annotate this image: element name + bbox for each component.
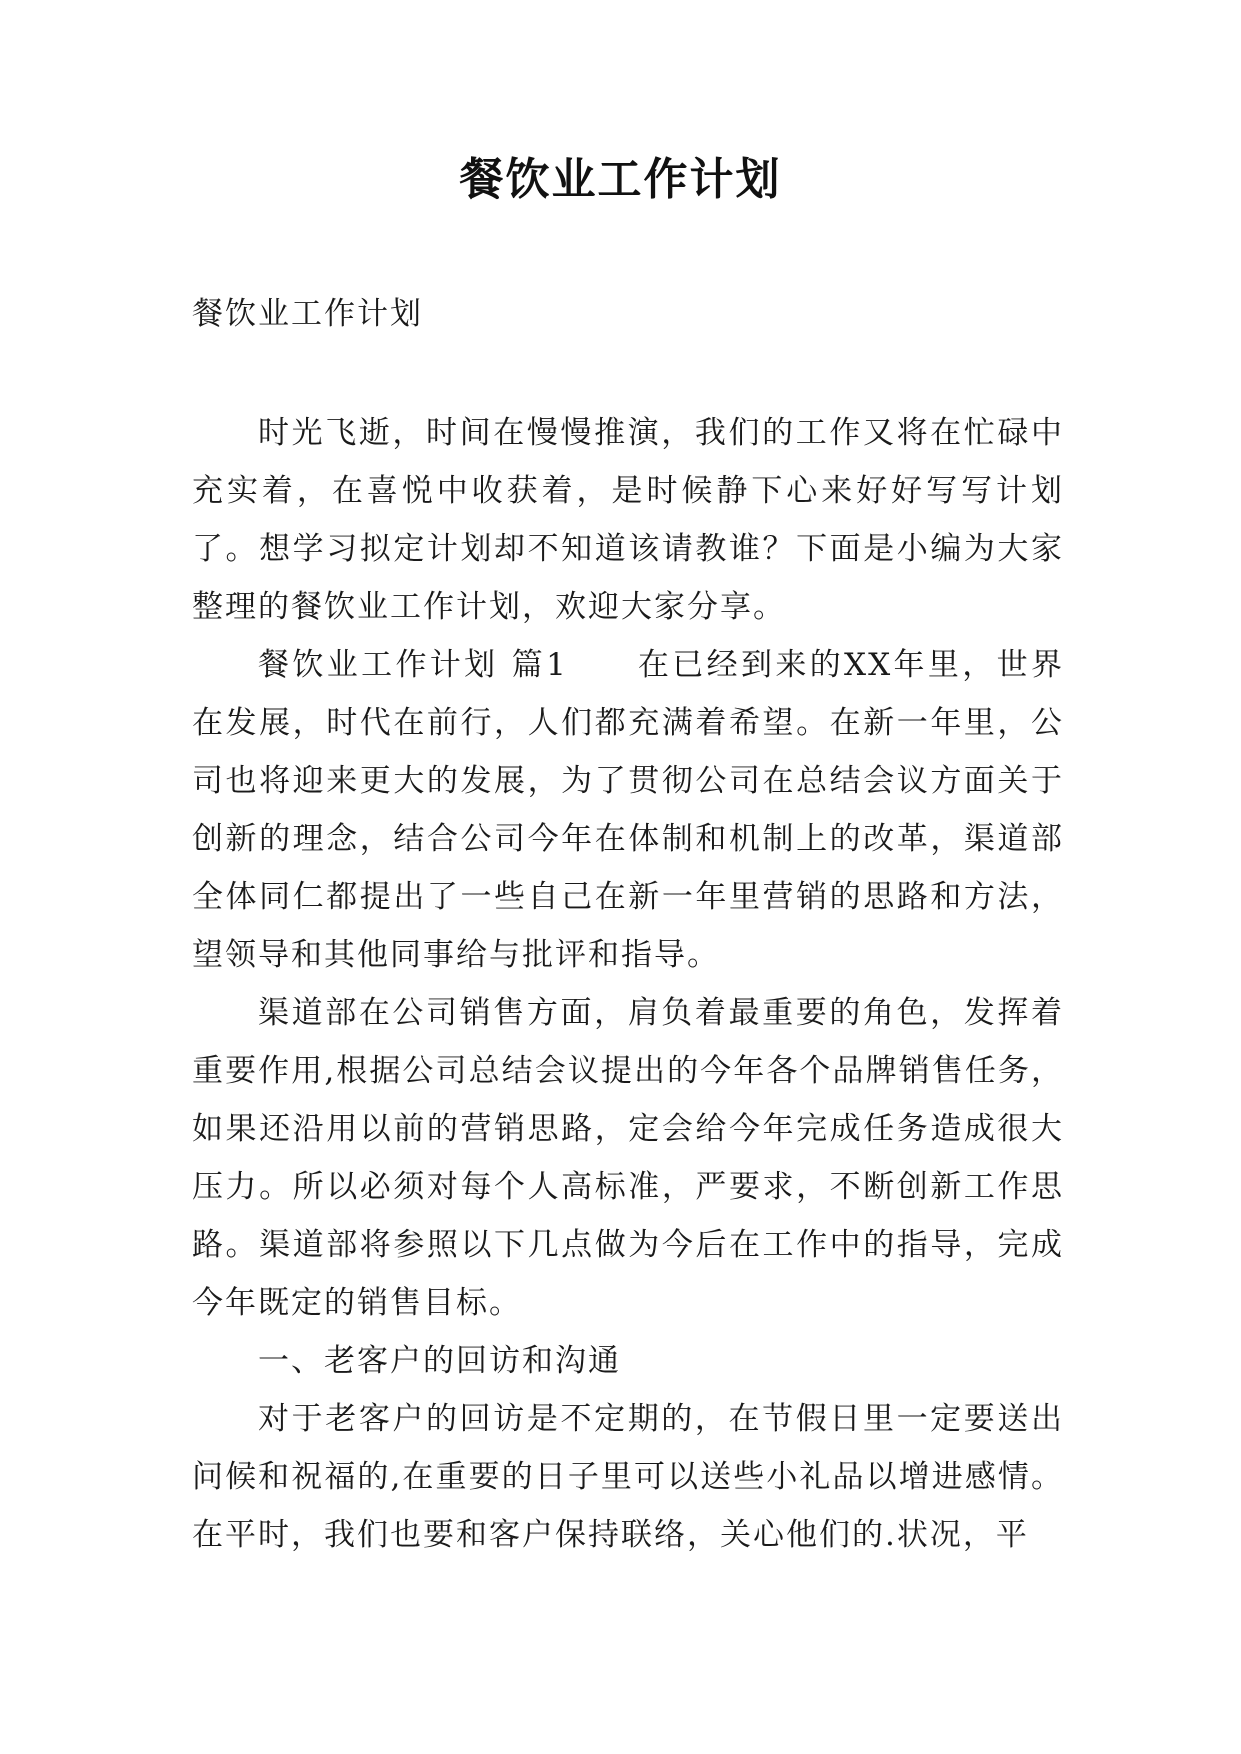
section-one-paragraph: 餐饮业工作计划 篇1 在已经到来的XX年里，世界在发展，时代在前行，人们都充满着希望。在新一年里，公司也将迎来更大的发展，为了贯彻公司在总结会议方面关于创新的理念，结合公司今年在体制和机制上的改革，渠道部全体同仁都提出了一些自己在新一年里营销的思路和方法，望领导和其他同事给与批评和指导。 bbox=[192, 647, 1064, 973]
channel-dept-paragraph: 渠道部在公司销售方面，肩负着最重要的角色，发挥着重要作用,根据公司总结会议提出的今年各个品牌销售任务，如果还沿用以前的营销思路，定会给今年完成任务造成很大压力。所以必须对每个人高标准，严要求，不断创新工作思路。渠道部将参照以下几点做为今后在工作中的指导，完成今年既定的销售目标。 bbox=[192, 995, 1064, 1321]
section-heading: 一、老客户的回访和沟通 bbox=[258, 1343, 621, 1379]
document-body bbox=[192, 404, 1064, 1564]
intro-paragraph: 时光飞逝，时间在慢慢推演，我们的工作又将在忙碌中充实着，在喜悦中收获着，是时候静下心来好好写写计划了。想学习拟定计划却不知道该请教谁？下面是小编为大家整理的餐饮业工作计划，欢迎大家分享。 bbox=[192, 415, 1064, 625]
document-title: 餐饮业工作计划 bbox=[459, 154, 782, 205]
customer-visit-paragraph: 对于老客户的回访是不定期的，在节假日里一定要送出问候和祝福的,在重要的日子里可以送些小礼品以增进感情。在平时，我们也要和客户保持联络，关心他们的.状况，平 bbox=[192, 1401, 1064, 1553]
document-subtitle: 餐饮业工作计划 bbox=[192, 296, 423, 332]
